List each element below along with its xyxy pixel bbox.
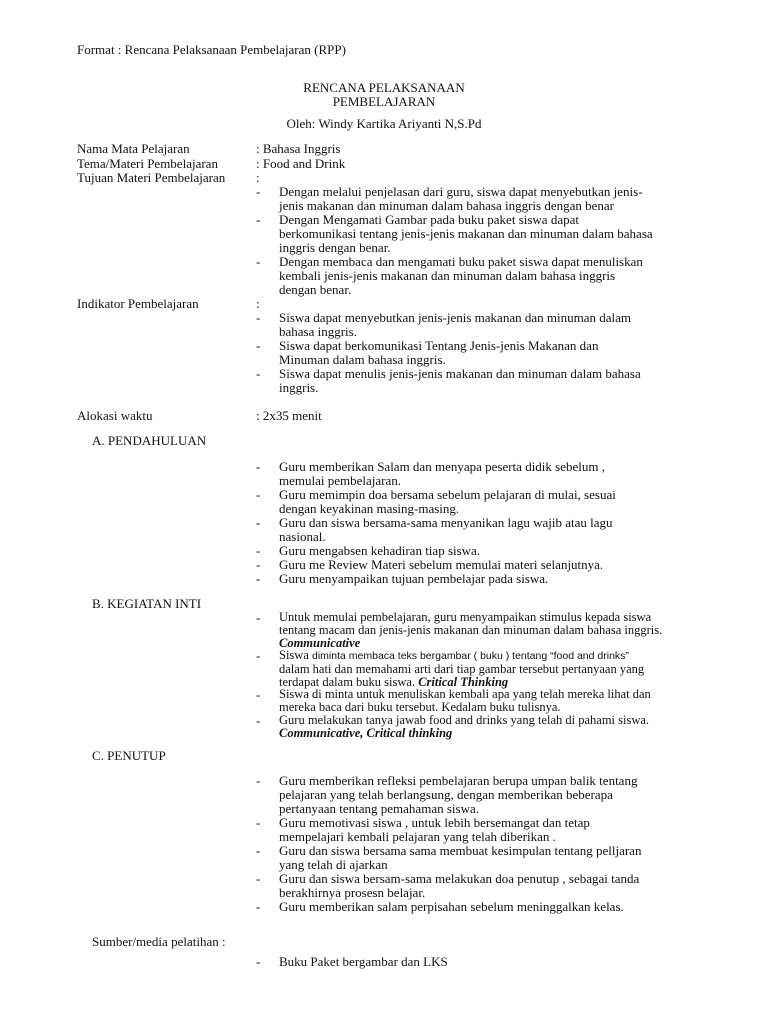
bullet: - (256, 557, 261, 572)
bullet: - (256, 543, 261, 558)
bullet: - (256, 184, 261, 199)
section-c-heading: C. PENUTUP (92, 748, 166, 763)
sources-label: Sumber/media pelatihan : (92, 934, 226, 949)
list-item: Guru memberikan Salam dan menyapa peserta didik sebelum , memulai pembelajaran. (279, 459, 605, 488)
goal-value: : (256, 170, 260, 185)
bullet: - (256, 815, 261, 830)
author-line: Oleh: Windy Kartika Ariyanti N,S.Pd (286, 116, 482, 131)
bullet: - (256, 648, 261, 663)
list-item: Dengan melalui penjelasan dari guru, siswa dapat menyebutkan jenis- jenis makanan dan minuman dalam bahasa inggris dengan benar (279, 184, 643, 213)
section-b-heading: B. KEGIATAN INTI (92, 596, 202, 611)
list-item: Siswa di minta untuk menuliskan kembali apa yang telah mereka lihat dan mereka baca dari buku tersebut. Kedalam buku tulisnya. (279, 687, 651, 714)
bullet: - (256, 338, 261, 353)
bullet: - (256, 773, 261, 788)
bullet: - (256, 459, 261, 474)
list-item: Buku Paket bergambar dan LKS (279, 954, 448, 969)
bullet: - (256, 571, 261, 586)
bullet: - (256, 310, 261, 325)
indicator-value: : (256, 296, 260, 311)
list-item: Siswa diminta membaca teks bergambar ( buku ) tentang “food and drinks” dalam hati dan memahami arti dari tiap gambar tersebut pertanyaan yang terdapat dalam buku siswa. Critical Thinking (279, 648, 645, 689)
document-title-line-2: PEMBELAJARAN (332, 94, 436, 109)
bullet: - (256, 954, 261, 969)
list-item: Guru memberikan salam perpisahan sebelum meninggalkan kelas. (279, 899, 624, 914)
format-line: Format : Rencana Pelaksanaan Pembelajaran (RPP) (77, 42, 346, 57)
list-item: Guru memimpin doa bersama sebelum pelajaran di mulai, sesuai dengan keyakinan masing-masing. (279, 487, 616, 516)
bullet: - (256, 713, 261, 728)
list-item: Siswa dapat menulis jenis-jenis makanan dan minuman dalam bahasa inggris. (279, 366, 641, 395)
list-item: Guru mengabsen kehadiran tiap siswa. (279, 543, 481, 558)
bullet: - (256, 687, 261, 702)
section-a-heading: A. PENDAHULUAN (92, 433, 207, 448)
list-item: Siswa dapat menyebutkan jenis-jenis makanan dan minuman dalam bahasa inggris. (279, 310, 631, 339)
bullet: - (256, 515, 261, 530)
list-item: Guru dan siswa bersama sama membuat kesimpulan tentang pelljaran yang telah di ajarkan (279, 843, 642, 872)
list-item: Siswa dapat berkomunikasi Tentang Jenis-jenis Makanan dan Minuman dalam bahasa inggris. (279, 338, 599, 367)
list-item: Guru memotivasi siswa , untuk lebih bersemangat dan tetap mempelajari kembali pelajaran yang telah diberikan . (279, 815, 590, 844)
bullet: - (256, 610, 261, 625)
bullet: - (256, 366, 261, 381)
list-item: Guru memberikan refleksi pembelajaran berupa umpan balik tentang pelajaran yang telah berlangsung, dengan memberikan beberapa pertanyaan tentang pemahaman siswa. (279, 773, 638, 816)
document-title-line-1: RENCANA PELAKSANAAN (303, 80, 465, 95)
goal-label: Tujuan Materi Pembelajaran (77, 170, 226, 185)
theme-value: : Food and Drink (256, 156, 346, 171)
bullet: - (256, 212, 261, 227)
list-item: Guru melakukan tanya jawab food and drinks yang telah di pahami siswa. Communicative, Critical thinking (279, 713, 650, 740)
list-item: Guru menyampaikan tujuan pembelajar pada siswa. (279, 571, 549, 586)
bullet: - (256, 254, 261, 269)
list-item: Untuk memulai pembelajaran, guru menyampaikan stimulus kepada siswa tentang macam dan jenis-jenis makanan dan minuman dalam bahasa inggris. Communicative (279, 610, 663, 650)
list-item: Dengan membaca dan mengamati buku paket siswa dapat menuliskan kembali jenis-jenis makanan dan minuman dalam bahasa inggris dengan benar. (279, 254, 643, 297)
theme-label: Tema/Materi Pembelajaran (77, 156, 218, 171)
bullet: - (256, 487, 261, 502)
list-item: Guru dan siswa bersama-sama menyanikan lagu wajib atau lagu nasional. (279, 515, 613, 544)
list-item: Dengan Mengamati Gambar pada buku paket siswa dapat berkomunikasi tentang jenis-jenis makanan dan minuman dalam bahasa inggris dengan benar. (279, 212, 653, 255)
bullet: - (256, 843, 261, 858)
bullet: - (256, 871, 261, 886)
time-label: Alokasi waktu (77, 408, 153, 423)
subject-label: Nama Mata Pelajaran (77, 141, 190, 156)
time-value: : 2x35 menit (256, 408, 322, 423)
subject-value: : Bahasa Inggris (256, 141, 341, 156)
list-item: Guru me Review Materi sebelum memulai materi selanjutnya. (279, 557, 604, 572)
list-item: Guru dan siswa bersam-sama melakukan doa penutup , sebagai tanda berakhirnya prosesn belajar. (279, 871, 640, 900)
bullet: - (256, 899, 261, 914)
indicator-label: Indikator Pembelajaran (77, 296, 199, 311)
